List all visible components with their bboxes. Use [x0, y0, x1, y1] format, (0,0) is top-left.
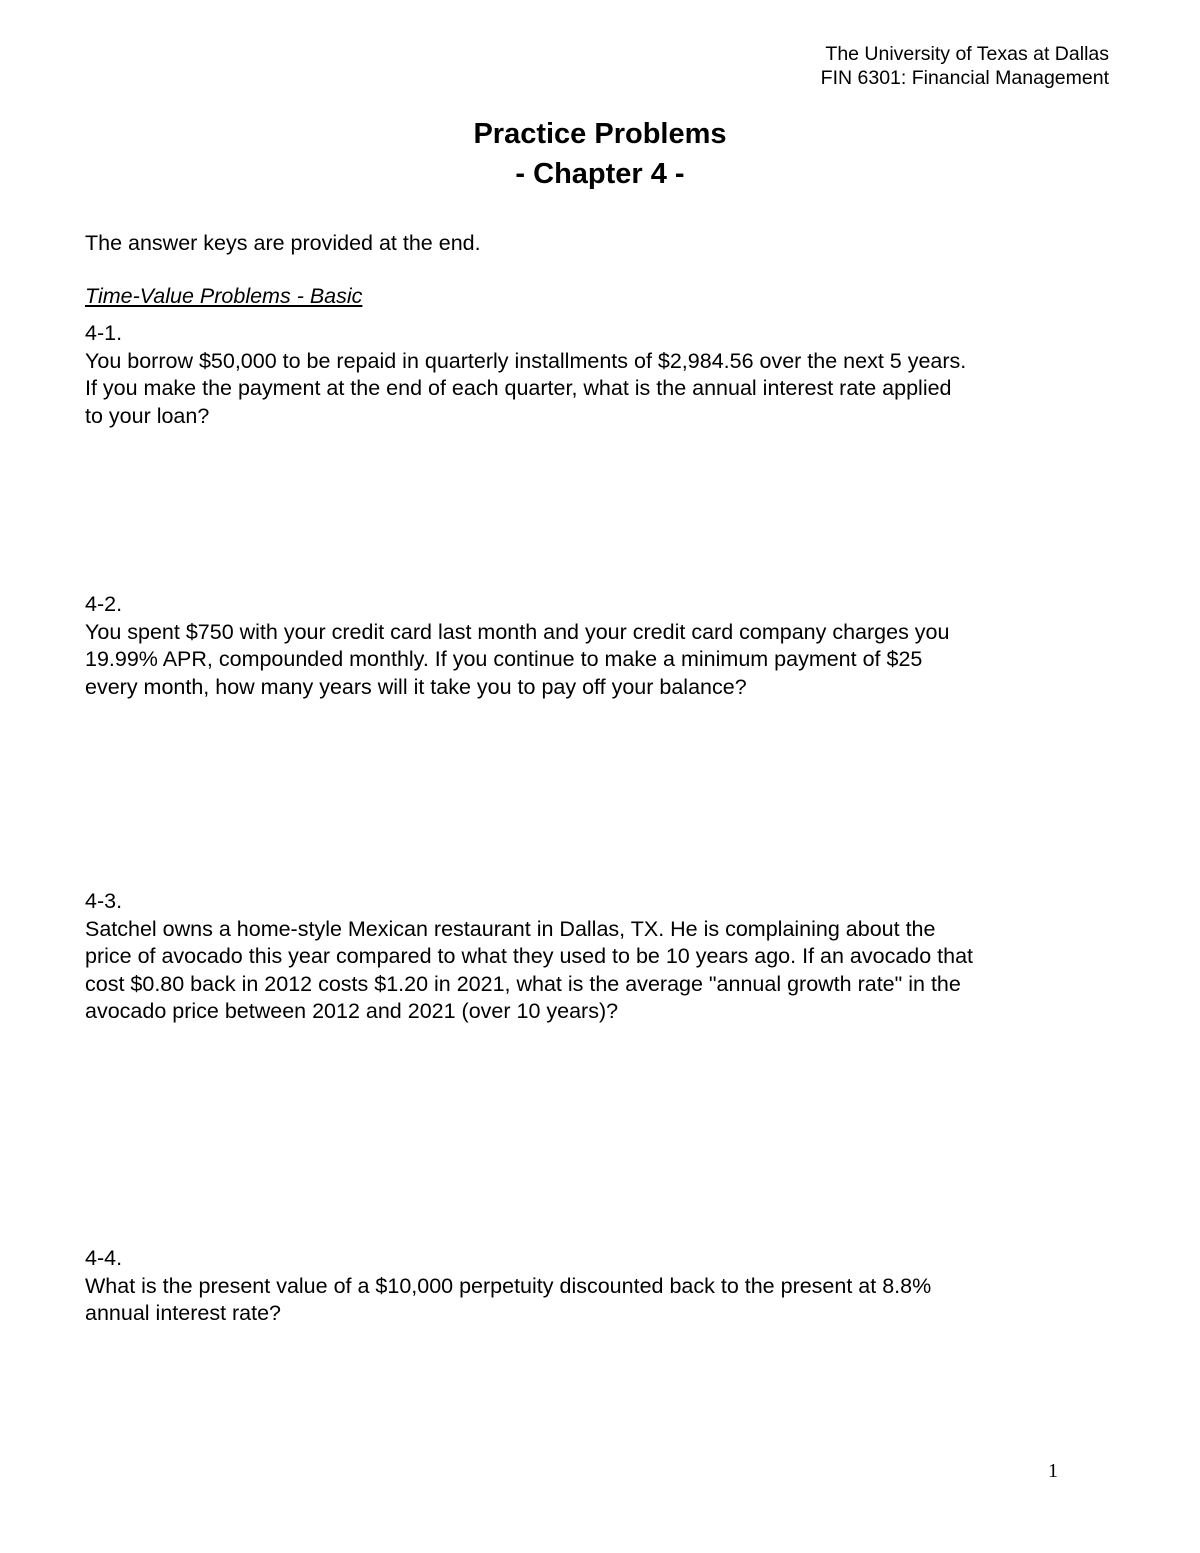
university-name: The University of Texas at Dallas	[825, 43, 1109, 65]
page-number: 1	[1048, 1460, 1058, 1482]
title-block	[0, 114, 1200, 194]
problem-text: You spent $750 with your credit card last month and your credit card company charges you 19.99% APR, compounded monthly. If you continue to make a minimum payment of $25 every month, how many years will it take you to pay off your balance?	[85, 619, 950, 699]
problem-4-3	[85, 888, 1085, 1026]
problem-text: You borrow $50,000 to be repaid in quarterly installments of $2,984.56 over the next 5 years. If you make the payment at the end of each quarter, what is the annual interest rate applied to your loan?	[85, 348, 967, 428]
section-title: Time-Value Problems - Basic	[85, 284, 363, 308]
problem-number: 4-3.	[85, 889, 123, 913]
page-title: Practice Problems	[473, 118, 727, 150]
course-header	[821, 42, 1109, 90]
course-name: FIN 6301: Financial Management	[820, 67, 1109, 89]
problem-number: 4-2.	[85, 592, 123, 616]
intro-text: The answer keys are provided at the end.	[85, 231, 481, 255]
problem-text: What is the present value of a $10,000 perpetuity discounted back to the present at 8.8% annual interest rate?	[85, 1273, 932, 1325]
problem-text: Satchel owns a home-style Mexican restaurant in Dallas, TX. He is complaining about the price of avocado this year compared to what they used to be 10 years ago. If an avocado that cost $0.80 back in 2012 costs $1.20 in 2021, what is the average "annual growth rate" in the avocado price between 2012 and 2021 (over 10 years)?	[85, 916, 974, 1023]
problem-4-2	[85, 591, 1085, 701]
problem-4-4	[85, 1245, 1085, 1328]
chapter-subtitle: - Chapter 4 -	[515, 158, 685, 190]
problem-number: 4-4.	[85, 1246, 123, 1270]
problem-4-1	[85, 320, 1085, 430]
problem-number: 4-1.	[85, 321, 123, 345]
